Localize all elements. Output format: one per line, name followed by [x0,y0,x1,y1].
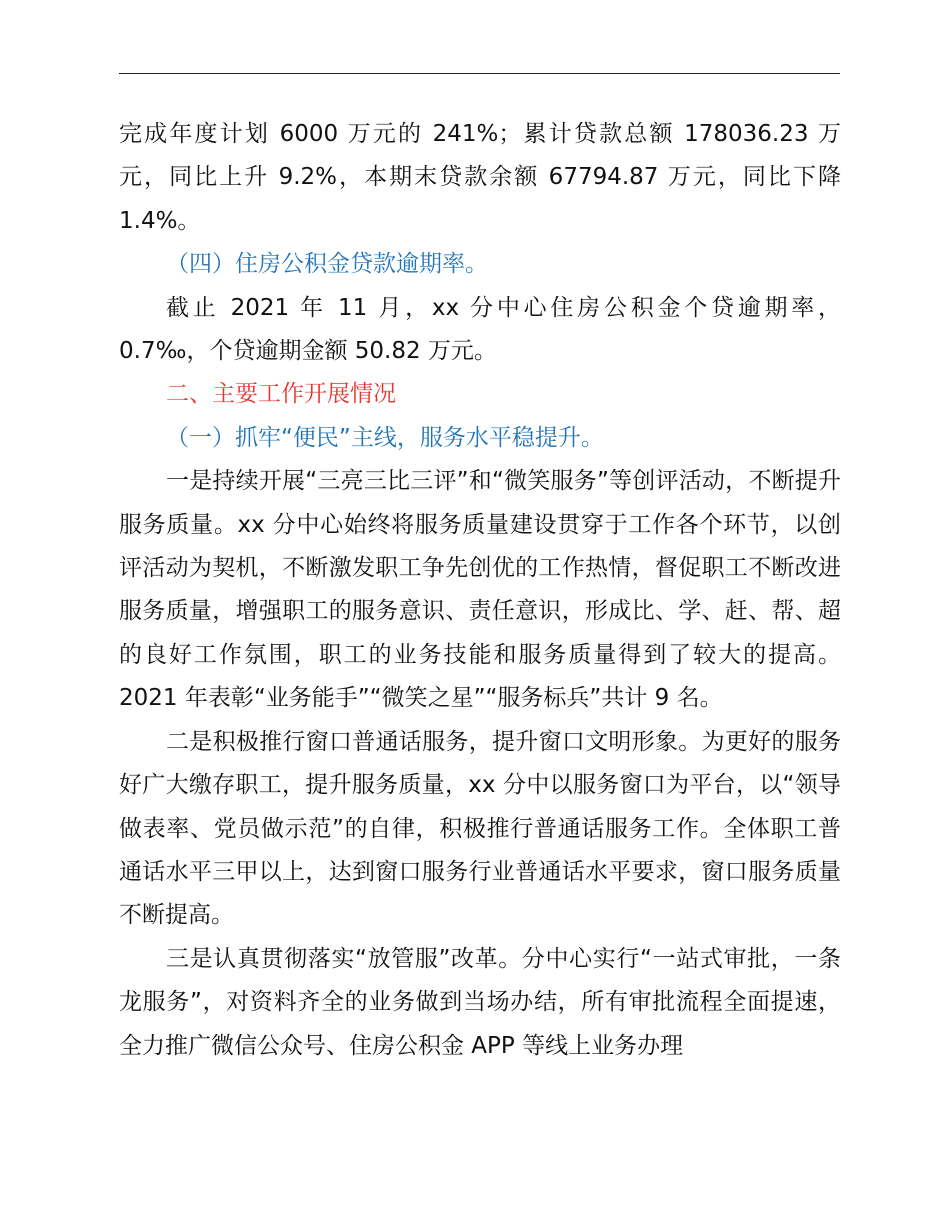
heading-convenience-mainline: （一）抓牢“便民”主线，服务水平稳提升。 [166,424,604,451]
paragraph-overdue-rate: 截止 2021 年 11 月，xx 分中心住房公积金个贷逾期率，0.7‰，个贷逾期金额 50.82 万元。 [119,294,841,365]
paragraph-loan-summary: 完成年度计划 6000 万元的 241%；累计贷款总额 178036.23 万元，同比上升 9.2%，本期末贷款余额 67794.87 万元，同比下降 1.4%。 [119,121,841,234]
heading-overdue-rate: （四）住房公积金贷款逾期率。 [166,251,488,278]
paragraph-item-three: 三是认真贯彻落实“放管服”改革。分中心实行“一站式审批，一条龙服务”，对资料齐全的业务做到当场办结，所有审批流程全面提速，全力推广微信公众号、住房公积金 APP 等线上业务办理 [119,945,841,1059]
paragraph-item-two: 二是积极推行窗口普通话服务，提升窗口文明形象。为更好的服务好广大缴存职工，提升服务质量，xx 分中以服务窗口为平台，以“领导做表率、党员做示范”的自律，积极推行普通话服务工作。全体职工普通话水平三甲以上，达到窗口服务行业普通话水平要求，窗口服务质量不断提高。 [119,728,841,929]
paragraph-item-one: 一是持续开展“三亮三比三评”和“微笑服务”等创评活动，不断提升服务质量。xx 分中心始终将服务质量建设贯穿于工作各个环节，以创评活动为契机，不断激发职工争先创优的工作热情，督促职工不断改进服务质量，增强职工的服务意识、责任意识，形成比、学、赶、帮、超的良好工作氛围，职工的业务技能和服务质量得到了较大的提高。2021 年表彰“业务能手”“微笑之星”“服务标兵”共计 9 名。 [119,468,841,712]
document-body [119,113,841,1068]
header-rule [119,73,840,74]
section-heading-main-work: 二、主要工作开展情况 [166,381,396,408]
